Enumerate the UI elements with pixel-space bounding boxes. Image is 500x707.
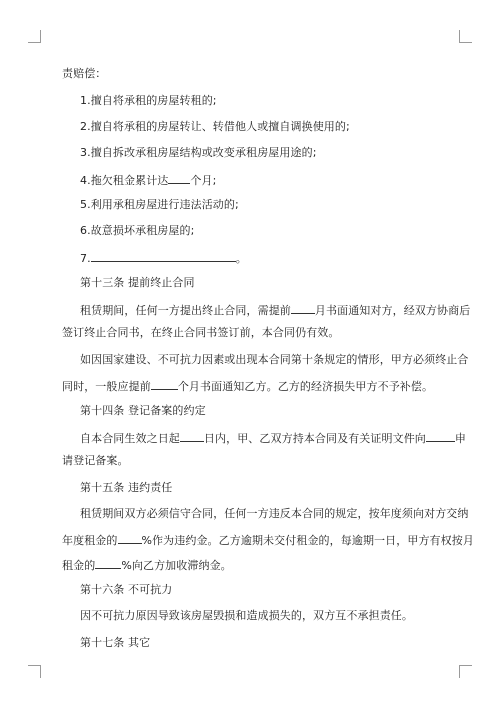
- paragraph-line: 因不可抗力原因导致该房屋毁损和造成损失的，双方互不承担责任。: [80, 609, 413, 622]
- text-fragment: 同时，一般应提前: [62, 380, 151, 393]
- crop-mark-bottom-right: [459, 665, 472, 678]
- text-fragment: 。: [235, 252, 247, 265]
- text-fragment: 年度租金的: [62, 534, 118, 547]
- text-fragment: %作为违约金。乙方逾期未交付租金的，每逾期一日，甲方有权按月: [141, 534, 474, 547]
- section-heading: 第十三条 提前终止合同: [80, 276, 195, 289]
- crop-mark-top-right: [459, 30, 472, 43]
- crop-mark-top-left: [28, 30, 41, 43]
- text-fragment: 个月书面通知乙方。乙方的经济损失甲方不予补偿。: [177, 380, 434, 393]
- fill-blank: [91, 250, 236, 262]
- paragraph-line: [62, 378, 433, 394]
- fill-blank: [291, 302, 315, 314]
- section-heading: 第十四条 登记备案的约定: [80, 404, 206, 417]
- paragraph-line: 签订终止合同书，在终止合同书签订前，本合同仍有效。: [62, 326, 340, 339]
- text-fragment: 租金的: [62, 559, 96, 572]
- section-heading: 第十七条 其它: [80, 636, 151, 649]
- fill-blank: [95, 557, 121, 569]
- paragraph-line: [80, 302, 470, 318]
- text-fragment: 申: [454, 432, 467, 445]
- list-item: 6.故意损坏承租房屋的;: [80, 224, 195, 237]
- section-heading: 第十五条 违约责任: [80, 481, 173, 494]
- list-item: 2.擅自将承租的房屋转让、转借他人或擅自调换使用的;: [80, 120, 350, 133]
- paragraph-line: [62, 532, 474, 548]
- text-fragment: 日内，甲、乙双方持本合同及有关证明文件向: [203, 432, 426, 445]
- section-heading: 第十六条 不可抗力: [80, 583, 173, 596]
- paragraph-line: 租赁期间双方必须信守合同，任何一方违反本合同的规定，按年度须向对方交纳: [80, 507, 469, 520]
- list-item: 3.擅自拆改承租房屋结构或改变承租房屋用途的;: [80, 146, 317, 159]
- paragraph-line: [80, 430, 466, 446]
- list-item: [80, 250, 247, 266]
- text-fragment: 4.拖欠租金累计达: [80, 174, 169, 187]
- list-item: 1.擅自将承租的房屋转租的;: [80, 94, 217, 107]
- paragraph-line: 请登记备案。: [62, 454, 129, 467]
- fill-blank: [151, 378, 178, 390]
- fill-blank: [168, 172, 190, 184]
- text-fragment: 自本合同生效之日起: [80, 432, 180, 445]
- text-fragment: 7.: [80, 252, 91, 265]
- text-fragment: %向乙方加收滞纳金。: [121, 559, 232, 572]
- text-fragment: 个月;: [190, 174, 217, 187]
- text-fragment: 月书面通知对方，经双方协商后: [314, 304, 471, 317]
- fill-blank: [180, 430, 204, 442]
- text-line: 责赔偿：: [62, 67, 107, 80]
- list-item: [80, 172, 216, 188]
- fill-blank: [426, 430, 455, 442]
- fill-blank: [118, 532, 142, 544]
- list-item: 5.利用承租房屋进行违法活动的;: [80, 198, 239, 211]
- paragraph-line: 如因国家建设、不可抗力因素或出现本合同第十条规定的情形，甲方必须终止合: [80, 353, 469, 366]
- text-fragment: 租赁期间，任何一方提出终止合同，需提前: [80, 304, 291, 317]
- crop-mark-bottom-left: [28, 665, 41, 678]
- paragraph-line: [62, 557, 232, 573]
